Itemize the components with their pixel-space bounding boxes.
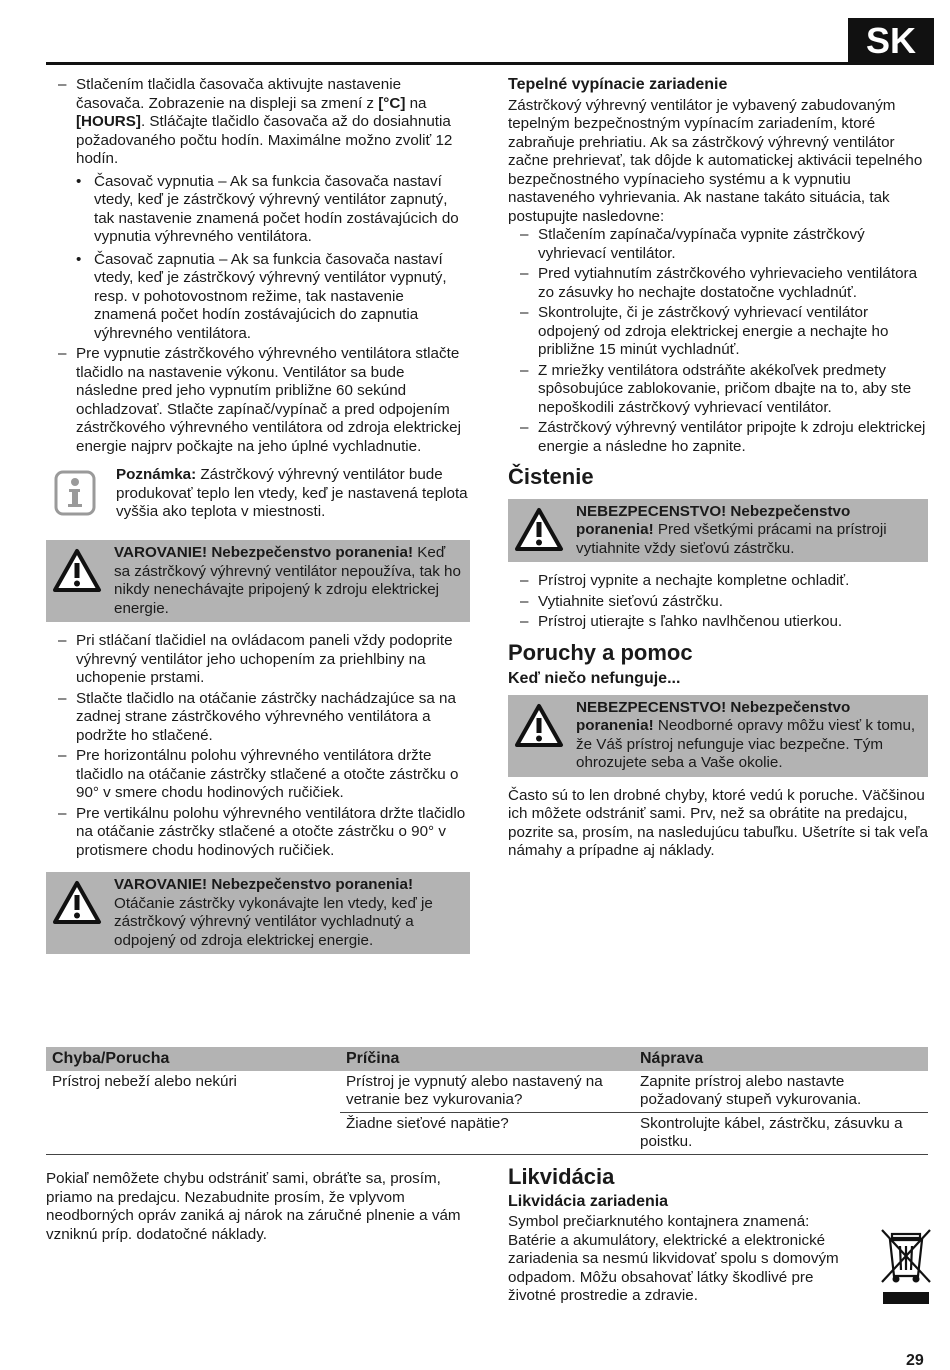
danger-text: Neodborné opravy môžu viesť k tomu, že Váš prístroj nefunguje viac bezpečne. Tým ohrozujete seba a Vaše okolie. [576, 717, 916, 771]
danger-box [508, 499, 928, 563]
text: Stlačte tlačidlo na otáčanie zástrčky nachádzajúce sa na zadnej strane zástrčkového výhrevného ventilátora a podržte ho stlačené. [76, 689, 456, 744]
troubleshooting-table [46, 1047, 928, 1155]
table-row [46, 1071, 928, 1113]
remedy-cell: Zapnite prístroj alebo nastavte požadovaný stupeň vykurovania. [634, 1071, 928, 1113]
text: Pri stláčaní tlačidiel na ovládacom paneli vždy podoprite výhrevný ventilátor jeho uchopením za priehlbiny na uchopenie prstami. [76, 632, 453, 686]
text: na [405, 94, 427, 112]
table-header-row [46, 1047, 928, 1071]
list-item [46, 632, 470, 688]
text: Prístroj vypnite a nechajte kompletne ochladiť. [538, 572, 850, 589]
list-item [508, 593, 928, 612]
list-item [508, 304, 928, 360]
warning-box [46, 872, 470, 954]
warning-label: VAROVANIE! Nebezpečenstvo poranenia! [114, 876, 414, 893]
dash-marker: – [520, 592, 529, 610]
text: Časovač vypnutia – Ak sa funkcia časovača nastaví vtedy, keď je zástrčkový výhrevný ventilátor zapnutý, tak nastavenie znamená počet hodín zostávajúcich do vypnutia výhrevného ventilátora. [94, 172, 459, 245]
cause-cell: Žiadne sieťové napätie? [340, 1113, 634, 1155]
danger-label: NEBEZPECENSTVO! Nebezpečenstvo poranenia! [576, 698, 851, 734]
page-number: 29 [906, 1352, 924, 1369]
warning-box [46, 540, 470, 622]
column-header-cause: Príčina [340, 1047, 634, 1071]
list-item [46, 805, 470, 861]
bullet-marker: • [76, 172, 82, 190]
thermal-cutout-heading: Tepelné vypínacie zariadenie [508, 76, 728, 93]
dash-marker: – [520, 572, 529, 589]
warning-text: Otáčanie zástrčky vykonávajte len vtedy, keď je zástrčkový výhrevný ventilátor vychladnutý a odpojený od zdroja elektrickej energie. [114, 894, 433, 949]
dash-marker: – [520, 613, 529, 630]
text: Časovač zapnutia – Ak sa funkcia časovača nastaví vtedy, keď je zástrčkový výhrevný ventilátor vypnutý, resp. v pohotovostnom režime, tak nastavenie znamená počet hodín zostávajúcich do zapnutia výhrevného ventilátora. [94, 250, 447, 342]
fault-cell: Prístroj nebeží alebo nekúri [46, 1071, 340, 1155]
dash-marker: – [58, 747, 67, 764]
warning-triangle-icon [514, 703, 564, 755]
display-unit-celsius: [°C] [378, 94, 406, 112]
danger-label: NEBEZPECENSTVO! Nebezpečenstvo poranenia! [576, 502, 851, 538]
sub-item-on-timer [46, 251, 470, 344]
column-header-remedy: Náprava [634, 1047, 928, 1071]
cause-cell: Prístroj je vypnutý alebo nastavený na vetranie bez vykurovania? [340, 1071, 634, 1113]
text: Pre vypnutie zástrčkového výhrevného ventilátora stlačte tlačidlo na nastavenie výkonu. Ventilátor sa bude následne pred jeho vypnutím približne 60 sekúnd ochladzovať. Stlačte zapínač/vypínač a pred odpojením zástrčkového výhrevného ventilátora od zdroja elektrickej energie najprv počkajte na jeho úplné vychladnutie. [76, 345, 461, 455]
list-item-timer [46, 76, 470, 169]
right-column [508, 76, 928, 861]
text: Vytiahnite sieťovú zástrčku. [538, 592, 723, 610]
disposal-subheading: Likvidácia zariadenia [508, 1192, 669, 1210]
thermal-cutout-text: Zástrčkový výhrevný ventilátor je vybavený zabudovaným tepelným bezpečnostným vypínacím zariadením, ktoré zabraňuje prehriatiu. Ak sa zástrčkový výhrevný ventilátor začne prehrievať, tak dôjde k automatickej aktivácii tepelného bezpečnostného vypínacieho systému a k vypnutiu nastaveného vyhrievania. Ak nastane takáto situácia, tak postupujte nasledovne: [508, 96, 923, 225]
dash-marker: – [58, 76, 67, 93]
danger-text: Pred všetkými prácami na prístroji vytiahnite vždy sieťovú zástrčku. [576, 521, 887, 557]
remedy-cell: Skontrolujte kábel, zástrčku, zásuvku a poistku. [634, 1113, 928, 1155]
faults-subheading: Keď niečo nefunguje... [508, 670, 681, 687]
warning-triangle-icon [514, 507, 564, 559]
list-item-switch-off [46, 345, 470, 456]
dash-marker: – [58, 345, 67, 362]
column-header-fault: Chyba/Porucha [46, 1047, 340, 1071]
note-box [46, 466, 470, 526]
text: Zástrčkový výhrevný ventilátor pripojte k zdroju elektrickej energie a následne ho zapnite. [538, 419, 926, 455]
faults-heading: Poruchy a pomoc [508, 639, 693, 665]
warning-text: Keď sa zástrčkový výhrevný ventilátor nepoužíva, tak ho nikdy nenechávajte pripojený k zdroju elektrickej energie. [114, 544, 461, 617]
list-item [508, 613, 928, 632]
text: Prístroj utierajte s ľahko navlhčenou utierkou. [538, 613, 843, 630]
text: Pre vertikálnu polohu výhrevného ventilátora držte tlačidlo na otáčanie zástrčky stlačené a otočte zástrčku o 90° v protismere chodu hodinových ručičiek. [76, 804, 466, 859]
disposal-section [508, 1164, 928, 1306]
list-item [508, 419, 928, 456]
text: Stlačením zapínača/vypínača vypnite zástrčkový vyhrievací ventilátor. [538, 226, 865, 262]
note-label: Poznámka: [116, 466, 197, 483]
danger-box [508, 695, 928, 777]
list-item [508, 572, 928, 591]
dash-marker: – [58, 632, 67, 649]
text: Stlačením tlačidla časovača aktivujte nastavenie časovača. Zobrazenie na displeji sa zmení z [76, 76, 402, 112]
list-item [508, 362, 928, 418]
language-tab: SK [848, 18, 934, 64]
warranty-note: Pokiaľ nemôžete chybu odstrániť sami, obráťte sa, prosím, priamo na predajcu. Nezabudnite prosím, že vplyvom neodborných opráv zaniká aj nárok na záručné plnenie a vám vzniknú príp. dodatočné náklady. [46, 1170, 461, 1243]
text: Pre horizontálnu polohu výhrevného ventilátora držte tlačidlo na otáčanie zástrčky stlačené a otočte zástrčku o 90° v smere chodu hodinových ručičiek. [76, 747, 459, 801]
dash-marker: – [520, 419, 529, 436]
text: Z mriežky ventilátora odstráňte akékoľvek predmety spôsobujúce zablokovanie, pričom dbajte na to, aby ste nepoškodili zástrčkový vyhrievací ventilátor. [538, 361, 912, 416]
sub-item-off-timer [46, 173, 470, 247]
warning-label: VAROVANIE! Nebezpečenstvo poranenia! [114, 544, 414, 561]
faults-text: Často sú to len drobné chyby, ktoré vedú k poruche. Väčšinou ich môžete odstrániť sami. Prv, než sa obrátite na predajcu, pozrite sa, prosím, na nasledujúcu tabuľku. Ušetríte si tak veľa námahy a prípadne aj náklady. [508, 786, 928, 859]
dash-marker: – [58, 804, 67, 822]
list-item [46, 690, 470, 746]
header-rule [46, 62, 934, 65]
warning-triangle-icon [52, 880, 102, 932]
dash-marker: – [520, 226, 529, 243]
list-item [508, 226, 928, 263]
left-column [46, 76, 470, 964]
warning-triangle-icon [52, 548, 102, 600]
bullet-marker: • [76, 250, 82, 268]
crossed-out-bin-icon [878, 1226, 934, 1314]
dash-marker: – [520, 304, 529, 321]
disposal-heading: Likvidácia [508, 1164, 615, 1189]
dash-marker: – [520, 265, 529, 282]
disposal-text: Symbol prečiarknutého kontajnera znamená: Batérie a akumulátory, elektrické a elektronické zariadenia sa nesmú likvidovať spolu s domovým odpadom. Môžu obsahovať látky škodlivé pre životné prostredie a zdravie. [508, 1213, 839, 1304]
list-item [508, 265, 928, 302]
dash-marker: – [58, 689, 67, 707]
info-icon [54, 470, 96, 522]
text: . Stláčajte tlačidlo časovača až do dosiahnutia požadovaného počtu hodín. Maximálne možno zvoliť 12 hodín. [76, 113, 453, 167]
dash-marker: – [520, 361, 529, 379]
text: Pred vytiahnutím zástrčkového vyhrievacieho ventilátora zo zásuvky ho nechajte dostatočne vychladnúť. [538, 265, 918, 301]
display-unit-hours: [HOURS] [76, 113, 141, 130]
note-text: Zástrčkový výhrevný ventilátor bude produkovať teplo len vtedy, keď je nastavená teplota vyššia ako teplota v miestnosti. [116, 466, 468, 520]
cleaning-heading: Čistenie [508, 464, 594, 489]
list-item [46, 747, 470, 803]
text: Skontrolujte, či je zástrčkový vyhrievací ventilátor odpojený od zdroja elektrickej energie a nechajte ho približne 15 minút vychladnúť. [538, 304, 889, 358]
